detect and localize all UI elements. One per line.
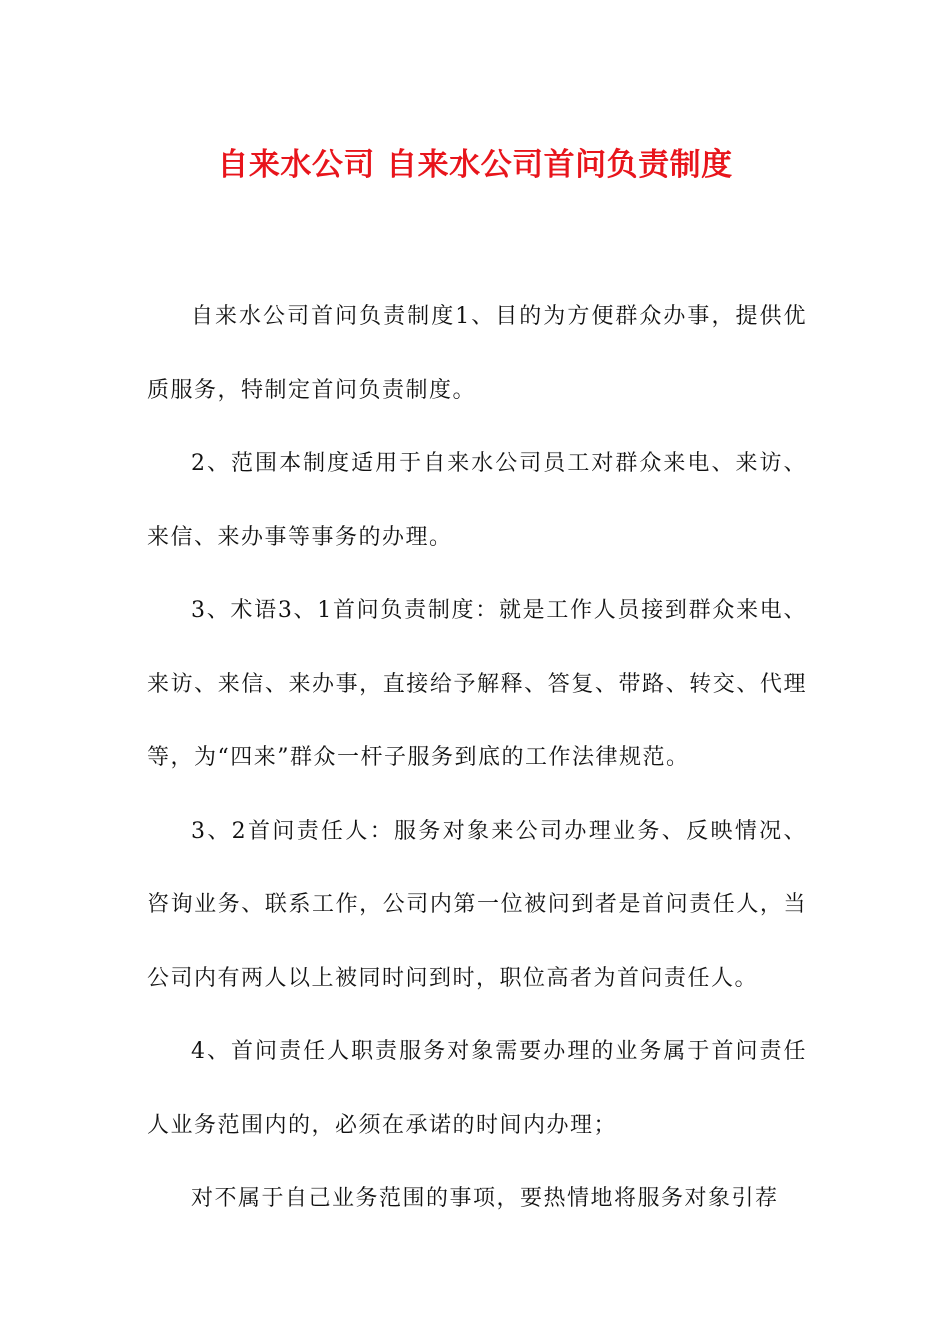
paragraph-referral: 对不属于自己业务范围的事项，要热情地将服务对象引荐 — [191, 1186, 779, 1211]
document-body — [147, 280, 807, 1236]
paragraph-terms: 3、术语3、1首问负责制度：就是工作人员接到群众来电、来访、来信、来办事，直接给予解释、答复、带路、转交、代理等，为“四来”群众一杆子服务到底的工作法律规范。 — [147, 598, 807, 770]
paragraph-purpose: 自来水公司首问负责制度1、目的为方便群众办事，提供优质服务，特制定首问负责制度。 — [147, 304, 807, 403]
paragraph-scope: 2、范围本制度适用于自来水公司员工对群众来电、来访、来信、来办事等事务的办理。 — [147, 451, 807, 550]
paragraph-duties: 4、首问责任人职责服务对象需要办理的业务属于首问责任人业务范围内的，必须在承诺的时间内办理； — [147, 1039, 807, 1138]
document-title: 自来水公司 自来水公司首问负责制度 — [217, 147, 733, 183]
paragraph-first-responsible-person: 3、2首问责任人：服务对象来公司办理业务、反映情况、咨询业务、联系工作，公司内第一位被问到者是首问责任人，当公司内有两人以上被同时问到时，职位高者为首问责任人。 — [147, 818, 807, 991]
